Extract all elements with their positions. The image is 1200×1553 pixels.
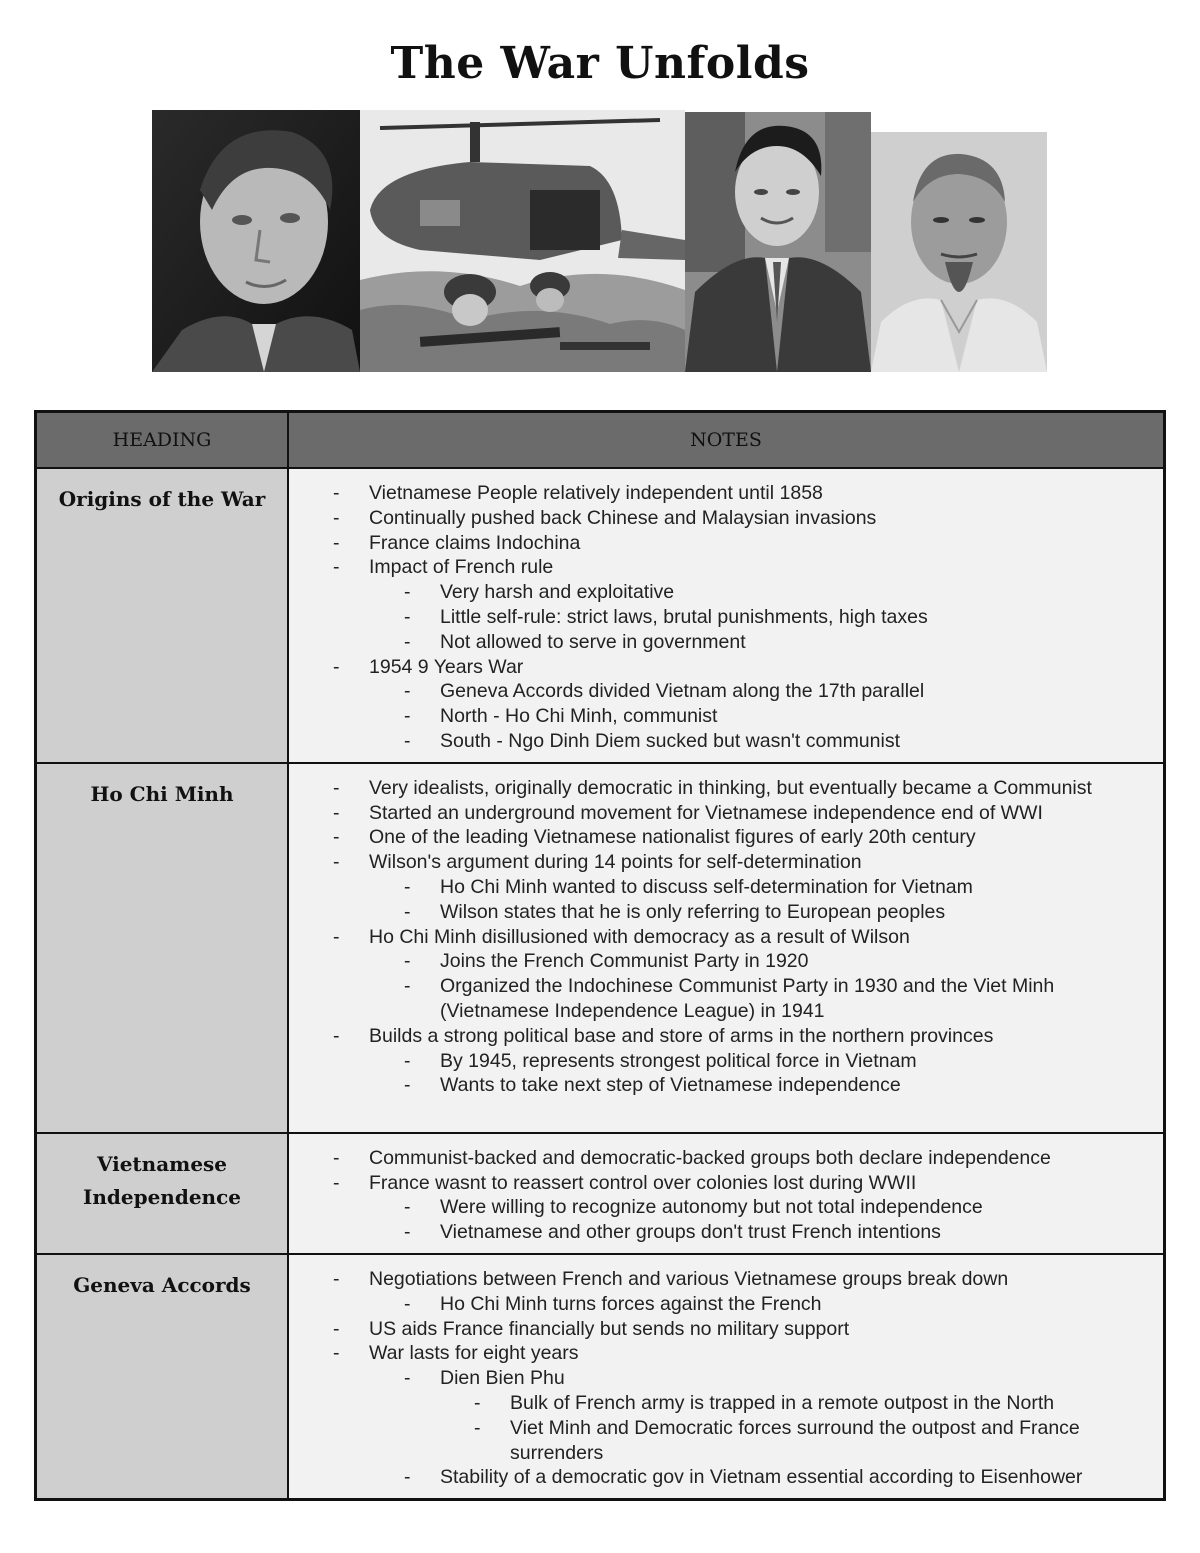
note-item [289, 949, 1153, 974]
row-heading: Ho Chi Minh [36, 763, 289, 1133]
dash-bullet-icon: - [404, 1049, 411, 1072]
note-item [289, 704, 1153, 729]
note-text: South - Ngo Dinh Diem sucked but wasn't communist [440, 729, 901, 752]
note-item [289, 729, 1153, 754]
dash-bullet-icon: - [474, 1391, 481, 1414]
dash-bullet-icon: - [404, 875, 411, 898]
note-text: Organized the Indochinese Communist Party in 1930 and the Viet Minh (Vietnamese Independence League) in 1941 [440, 975, 1055, 1022]
dash-bullet-icon: - [333, 556, 340, 579]
dash-bullet-icon: - [333, 1024, 340, 1047]
note-item [289, 1341, 1153, 1366]
dash-bullet-icon: - [404, 950, 411, 973]
dash-bullet-icon: - [333, 1171, 340, 1194]
row-heading: Origins of the War [36, 468, 289, 763]
note-text: Wilson's argument during 14 points for self-determination [369, 851, 862, 874]
portrait-ho-chi-minh-photo [871, 132, 1047, 372]
table-row [36, 763, 1165, 1133]
note-text: Wilson states that he is only referring to European peoples [440, 900, 946, 923]
dash-bullet-icon: - [333, 801, 340, 824]
heading-column-header: HEADING [36, 412, 289, 469]
note-item [289, 1465, 1153, 1490]
note-text: Geneva Accords divided Vietnam along the 17th parallel [440, 680, 925, 703]
note-text: Dien Bien Phu [440, 1367, 565, 1390]
note-item [289, 825, 1153, 850]
note-item [289, 1391, 1153, 1416]
note-text: 1954 9 Years War [369, 655, 524, 678]
notes-list [289, 1267, 1153, 1490]
note-item [289, 655, 1153, 680]
note-text: Negotiations between French and various Vietnamese groups break down [369, 1267, 1009, 1290]
note-item [289, 900, 1153, 925]
notes-column-header: NOTES [288, 412, 1165, 469]
note-text: France wasnt to reassert control over colonies lost during WWII [369, 1171, 917, 1194]
dash-bullet-icon: - [404, 975, 411, 998]
note-item [289, 531, 1153, 556]
note-item [289, 1292, 1153, 1317]
note-text: North - Ho Chi Minh, communist [440, 705, 718, 728]
note-text: Builds a strong political base and store of arms in the northern provinces [369, 1024, 994, 1047]
notes-list [289, 481, 1153, 754]
note-item [289, 1366, 1153, 1391]
dash-bullet-icon: - [404, 680, 411, 703]
notes-list [289, 776, 1153, 1098]
dash-bullet-icon: - [404, 605, 411, 628]
dash-bullet-icon: - [474, 1416, 481, 1439]
note-item [289, 1317, 1153, 1342]
dash-bullet-icon: - [404, 729, 411, 752]
dash-bullet-icon: - [404, 1466, 411, 1489]
note-text: One of the leading Vietnamese nationalist figures of early 20th century [369, 826, 976, 849]
row-notes [288, 763, 1165, 1133]
row-notes [288, 1133, 1165, 1254]
note-text: France claims Indochina [369, 531, 581, 554]
dash-bullet-icon: - [404, 705, 411, 728]
table-row [36, 1254, 1165, 1500]
note-item [289, 679, 1153, 704]
note-text: Communist-backed and democratic-backed groups both declare independence [369, 1146, 1051, 1169]
dash-bullet-icon: - [333, 851, 340, 874]
note-text: Ho Chi Minh wanted to discuss self-determination for Vietnam [440, 875, 973, 898]
dash-bullet-icon: - [333, 531, 340, 554]
note-text: Stability of a democratic gov in Vietnam essential according to Eisenhower [440, 1466, 1083, 1489]
note-text: Not allowed to serve in government [440, 630, 746, 653]
row-heading: Vietnamese Independence [36, 1133, 289, 1254]
dash-bullet-icon: - [404, 1292, 411, 1315]
dash-bullet-icon: - [404, 1196, 411, 1219]
note-text: Impact of French rule [369, 556, 554, 579]
note-item [289, 1195, 1153, 1220]
note-item [289, 1146, 1153, 1171]
note-text: Little self-rule: strict laws, brutal punishments, high taxes [440, 605, 928, 628]
note-text: Viet Minh and Democratic forces surround the outpost and France surrenders [510, 1416, 1080, 1464]
note-item [289, 1416, 1153, 1466]
note-text: Vietnamese People relatively independent until 1858 [369, 482, 823, 504]
soldiers-helicopter-photo [360, 110, 685, 372]
dash-bullet-icon: - [333, 482, 340, 504]
note-item [289, 1073, 1153, 1098]
dash-bullet-icon: - [333, 655, 340, 678]
note-item [289, 506, 1153, 531]
dash-bullet-icon: - [404, 581, 411, 604]
dash-bullet-icon: - [333, 1267, 340, 1290]
note-item [289, 974, 1153, 1024]
table-row [36, 1133, 1165, 1254]
table-row [36, 468, 1165, 763]
note-item [289, 925, 1153, 950]
note-item [289, 1267, 1153, 1292]
dash-bullet-icon: - [333, 506, 340, 529]
note-item [289, 630, 1153, 655]
note-item [289, 801, 1153, 826]
dash-bullet-icon: - [404, 1367, 411, 1390]
row-notes [288, 1254, 1165, 1500]
note-item [289, 555, 1153, 580]
note-text: Very idealists, originally democratic in thinking, but eventually became a Communist [369, 776, 1092, 799]
note-item [289, 580, 1153, 605]
notes-table [34, 410, 1166, 1501]
note-item [289, 1049, 1153, 1074]
note-text: War lasts for eight years [369, 1342, 579, 1365]
dash-bullet-icon: - [404, 630, 411, 653]
portrait-suit-man-photo [685, 112, 871, 372]
notes-list [289, 1146, 1153, 1245]
note-item [289, 481, 1153, 506]
note-item [289, 1220, 1153, 1245]
note-text: Wants to take next step of Vietnamese independence [440, 1074, 901, 1097]
note-item [289, 605, 1153, 630]
note-text: US aids France financially but sends no military support [369, 1317, 850, 1340]
dash-bullet-icon: - [333, 925, 340, 948]
dash-bullet-icon: - [333, 1146, 340, 1169]
note-text: Continually pushed back Chinese and Malaysian invasions [369, 506, 877, 529]
note-text: Very harsh and exploitative [440, 581, 675, 604]
note-text: Started an underground movement for Vietnamese independence end of WWI [369, 801, 1043, 824]
dash-bullet-icon: - [404, 900, 411, 923]
note-text: Ho Chi Minh disillusioned with democracy as a result of Wilson [369, 925, 910, 948]
note-item [289, 850, 1153, 875]
note-text: Ho Chi Minh turns forces against the French [440, 1292, 822, 1315]
note-item [289, 1024, 1153, 1049]
dash-bullet-icon: - [404, 1221, 411, 1244]
dash-bullet-icon: - [404, 1074, 411, 1097]
note-text: Bulk of French army is trapped in a remote outpost in the North [510, 1391, 1055, 1414]
dash-bullet-icon: - [333, 1342, 340, 1365]
row-heading: Geneva Accords [36, 1254, 289, 1500]
note-text: Were willing to recognize autonomy but not total independence [440, 1196, 983, 1219]
page-title: The War Unfolds [390, 38, 810, 89]
note-text: Vietnamese and other groups don't trust French intentions [440, 1221, 941, 1244]
note-item [289, 1171, 1153, 1196]
row-notes [288, 468, 1165, 763]
note-text: Joins the French Communist Party in 1920 [440, 950, 809, 973]
note-item [289, 875, 1153, 900]
table-header-row [36, 412, 1165, 469]
note-item [289, 776, 1153, 801]
dash-bullet-icon: - [333, 776, 340, 799]
dash-bullet-icon: - [333, 1317, 340, 1340]
dash-bullet-icon: - [333, 826, 340, 849]
portrait-president-photo [152, 110, 360, 372]
note-text: By 1945, represents strongest political force in Vietnam [440, 1049, 917, 1072]
